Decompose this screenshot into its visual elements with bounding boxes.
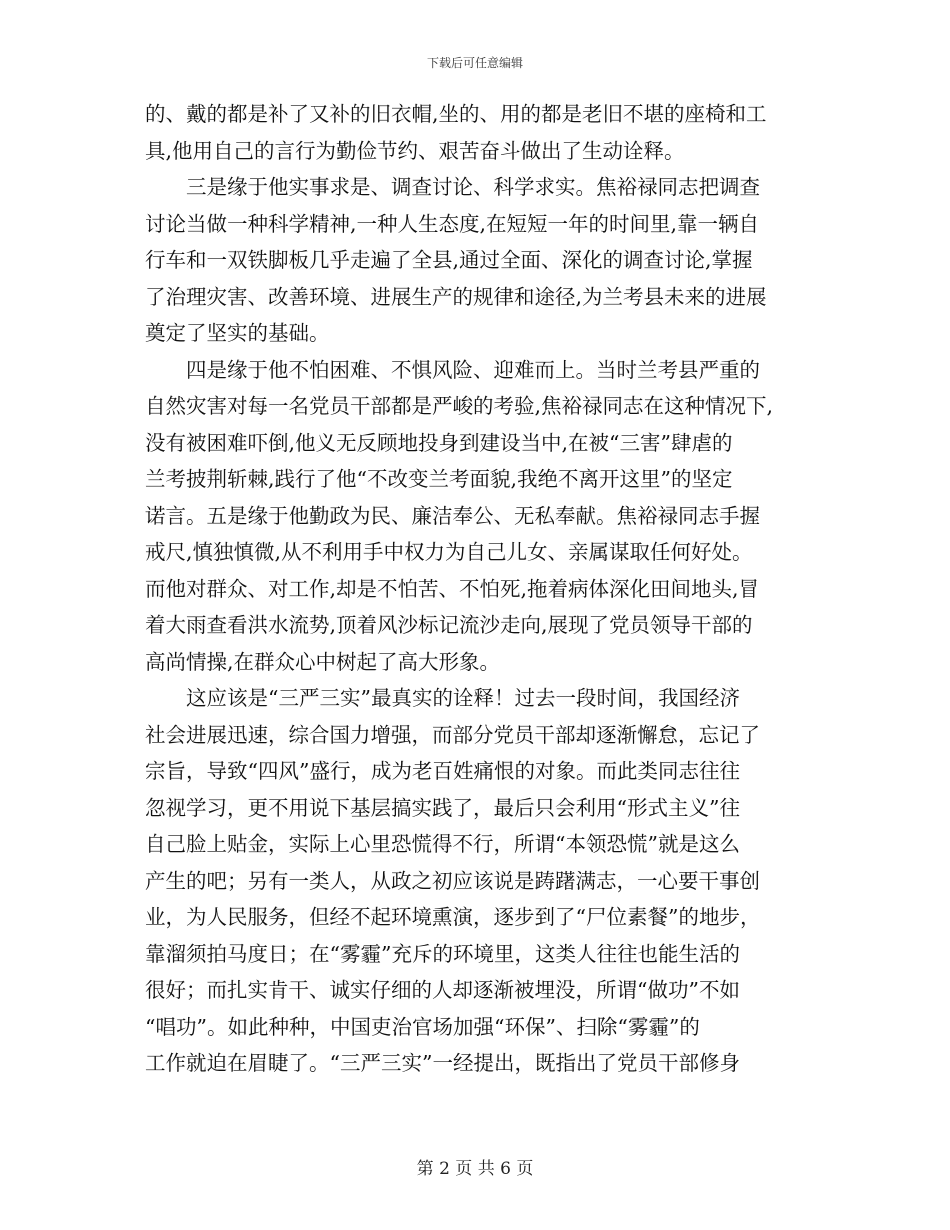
document-body	[145, 96, 815, 1082]
body-line: 没有被困难吓倒,他义无反顾地投身到建设当中,在被“三害”肆虐的	[145, 430, 733, 455]
body-line: 工作就迫在眉睫了。“三严三实”一经提出，既指出了党员干部修身	[145, 1051, 740, 1075]
body-line: 奠定了坚实的基础。	[145, 321, 330, 345]
body-line: 诺言。五是缘于他勤政为民、廉洁奉公、无私奉献。焦裕禄同志手握	[145, 503, 760, 528]
body-line: 具,他用自己的言行为勤俭节约、艰苦奋斗做出了生动诠释。	[145, 138, 685, 163]
body-line: 业，为人民服务，但经不起环境熏演，逐步到了“尸位素餐”的地步，	[145, 905, 761, 929]
body-line: 的、戴的都是补了又补的旧衣帽,坐的、用的都是老旧不堪的座椅和工	[145, 102, 767, 126]
body-line: 着大雨查看洪水流势,顶着风沙标记流沙走向,展现了党员领导干部的	[145, 613, 753, 637]
paragraph-start-line: 四是缘于他不怕困难、不惧风险、迎难而上。当时兰考县严重的	[186, 357, 760, 382]
body-line: 靠溜须拍马度日；在“雾霾”充斥的环境里，这类人往往也能生活的	[145, 941, 740, 966]
body-line: 很好；而扎实肯干、诚实仔细的人却逐渐被埋没，所谓“做功”不如	[145, 978, 740, 1002]
body-line: 高尚情操,在群众心中树起了高大形象。	[145, 649, 501, 674]
paragraph-start-line: 三是缘于他实事求是、调查讨论、科学求实。焦裕禄同志把调查	[186, 175, 760, 199]
body-line: 戒尺,慎独慎微,从不利用手中权力为自己儿女、亲属谋取任何好处。	[145, 540, 753, 564]
body-line: 社会进展迅速，综合国力增强，而部分党员干部却逐渐懈怠，忘记了	[145, 722, 760, 747]
body-line: 行车和一双铁脚板几乎走遍了全县,通过全面、深化的调查讨论,掌握	[145, 248, 753, 272]
page-header-note: 下载后可任意编辑	[426, 56, 523, 70]
body-line: 讨论当做一种科学精神,一种人生态度,在短短一年的时间里,靠一辆自	[145, 211, 760, 236]
page-number: 第 2 页 共 6 页	[416, 1159, 534, 1179]
body-line: 了治理灾害、改善环境、进展生产的规律和途径,为兰考县未来的进展	[145, 284, 767, 309]
body-line: 而他对群众、对工作,却是不怕苦、不怕死,拖着病体深化田间地头,冒	[145, 576, 760, 601]
body-line: 忽视学习，更不用说下基层搞实践了，最后只会利用“形式主义”往	[145, 795, 740, 820]
body-line: “唱功”。如此种种，中国吏治官场加强“环保”、扫除“雾霾”的	[145, 1014, 700, 1039]
body-line: 兰考披荆斩棘,践行了他“不改变兰考面貌,我绝不离开这里”的坚定	[145, 467, 733, 491]
body-line: 自己脸上贴金，实际上心里恐慌得不行，所谓“本领恐慌”就是这么	[145, 832, 740, 856]
body-line: 宗旨，导致“四风”盛行，成为老百姓痛恨的对象。而此类同志往往	[145, 759, 740, 783]
body-line: 产生的吧；另有一类人，从政之初应该说是踌躇满志，一心要干事创	[145, 868, 760, 893]
body-line: 自然灾害对每一名党员干部都是严峻的考验,焦裕禄同志在这种情况下,	[145, 394, 774, 418]
paragraph-start-line: 这应该是“三严三实”最真实的诠释！过去一段时间，我国经济	[186, 686, 740, 710]
